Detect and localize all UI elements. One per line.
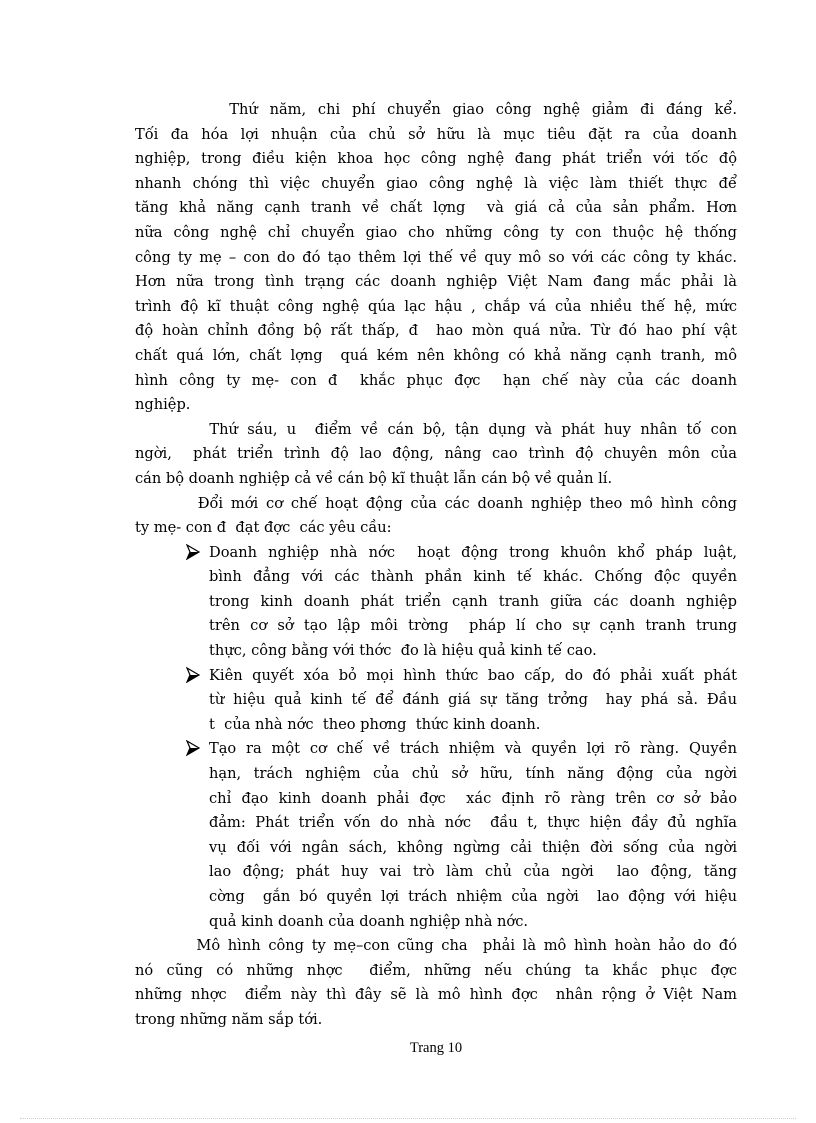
text-line: [135, 590, 737, 615]
line-text: nhanh chóng thì việc chuyển giao công nghệ là việc làm thiết thực để: [135, 174, 737, 192]
text-line: [135, 344, 737, 369]
line-text: Thứ sáu, u điểm về cán bộ, tận dụng và phát huy nhân tố con: [135, 420, 737, 438]
text-line: [135, 369, 737, 394]
text-line: [135, 762, 737, 787]
text-line: [135, 910, 737, 935]
line-text: công ty mẹ – con do đó tạo thêm lợi thế về quy mô so với các công ty khác.: [135, 248, 737, 266]
line-text: trong kinh doanh phát triển cạnh tranh giữa các doanh nghiệp: [209, 592, 737, 610]
line-text: lao động; phát huy vai trò làm chủ của ngời lao động, tăng: [209, 863, 737, 881]
arrow-bullet-icon: [185, 740, 201, 756]
line-text: nó cũng có những nhợc điểm, những nếu chúng ta khắc phục đợc: [135, 961, 737, 979]
line-text: chỉ đạo kinh doanh phải đợc xác định rõ ràng trên cơ sở bảo: [209, 789, 737, 807]
line-text: cán bộ doanh nghiệp cả về cán bộ kĩ thuật lẫn cán bộ về quản lí.: [135, 469, 613, 487]
text-line: [135, 467, 737, 492]
text-line: [135, 885, 737, 910]
text-line: [135, 492, 737, 517]
line-text: t của nhà nớc theo phơng thức kinh doanh.: [209, 715, 541, 733]
line-text: Đổi mới cơ chế hoạt động của các doanh nghiệp theo mô hình công: [135, 494, 737, 512]
line-text: độ hoàn chỉnh đồng bộ rất thấp, đ hao mòn quá nửa. Từ đó hao phí vật: [135, 322, 737, 340]
line-text: cờng gắn bó quyền lợi trách nhiệm của ngời lao động với hiệu: [209, 888, 737, 905]
line-text: Hơn nữa trong tình trạng các doanh nghiệp Việt Nam đang mắc phải là: [135, 273, 737, 291]
line-text: ngời, phát triển trình độ lao động, nâng cao trình độ chuyên môn của: [135, 445, 737, 463]
text-line: [135, 196, 737, 221]
line-text: những nhợc điểm này thì đây sẽ là mô hình đợc nhân rộng ở Việt Nam: [135, 986, 737, 1004]
line-text: từ hiệu quả kinh tế để đánh giá sự tăng trởng hay phá sả. Đầu: [209, 691, 737, 709]
text-line: [135, 836, 737, 861]
text-line: [135, 713, 737, 738]
page-number: Trang 10: [409, 1040, 463, 1056]
text-line: [135, 565, 737, 590]
line-text: hình công ty mẹ- con đ khắc phục đợc hạn chế này của các doanh: [135, 371, 737, 389]
line-text: Doanh nghiệp nhà nớc hoạt động trong khuôn khổ pháp luật,: [209, 543, 737, 561]
arrow-bullet-icon: [185, 544, 201, 560]
line-text: trong những năm sắp tới.: [135, 1010, 323, 1028]
line-text: tăng khả năng cạnh tranh về chất lợng và giá cả của sản phẩm. Hơn: [135, 199, 737, 217]
line-text: bình đẳng với các thành phần kinh tế khác. Chống độc quyền: [209, 568, 737, 586]
text-line: [135, 983, 737, 1008]
text-line: [135, 295, 737, 320]
text-line: [135, 418, 737, 443]
text-line: [135, 246, 737, 271]
line-text: Thứ năm, chi phí chuyển giao công nghệ giảm đi đáng kể.: [135, 101, 737, 118]
text-line: [135, 614, 737, 639]
line-text: chất quá lớn, chất lợng quá kém nên không có khả năng cạnh tranh, mô: [135, 346, 737, 364]
text-line: [135, 787, 737, 812]
text-line: [135, 98, 737, 123]
line-text: Kiên quyết xóa bỏ mọi hình thức bao cấp, do đó phải xuất phát: [209, 666, 737, 684]
line-text: ty mẹ- con đ đạt đợc các yêu cầu:: [135, 519, 392, 537]
line-text: Tối đa hóa lợi nhuận của chủ sở hữu là mục tiêu đặt ra của doanh: [135, 125, 737, 143]
text-line: [135, 221, 737, 246]
line-text: nghiệp, trong điều kiện khoa học công nghệ đang phát triển với tốc độ: [135, 150, 737, 168]
text-line: [135, 270, 737, 295]
bullet-list-item-line: [135, 541, 737, 566]
text-line: [135, 123, 737, 148]
line-text: đảm: Phát triển vốn do nhà nớc đầu t, thực hiện đầy đủ nghĩa: [209, 814, 737, 832]
text-line: [135, 442, 737, 467]
text-line: [135, 959, 737, 984]
text-line: [135, 393, 737, 418]
text-line: [135, 860, 737, 885]
line-text: Mô hình công ty mẹ–con cũng cha phải là mô hình hoàn hảo do đó: [135, 937, 737, 955]
line-text: nghiệp.: [135, 396, 191, 414]
text-line: [135, 516, 737, 541]
line-text: Tạo ra một cơ chế về trách nhiệm và quyền lợi rõ ràng. Quyền: [209, 740, 737, 758]
text-line: [135, 934, 737, 959]
bullet-list-item-line: [135, 664, 737, 689]
page-bottom-divider: [20, 1118, 796, 1119]
line-text: thực, công bằng với thớc đo là hiệu quả kinh tế cao.: [209, 642, 597, 660]
text-line: [135, 147, 737, 172]
arrow-bullet-icon: [185, 667, 201, 683]
line-text: nữa công nghệ chỉ chuyển giao cho những công ty con thuộc hệ thống: [135, 223, 737, 241]
text-line: [135, 811, 737, 836]
text-line: [135, 1008, 737, 1033]
body-text: [135, 98, 737, 1033]
text-line: [135, 319, 737, 344]
text-line: [135, 639, 737, 664]
line-text: quả kinh doanh của doanh nghiệp nhà nớc.: [209, 912, 529, 930]
line-text: trên cơ sở tạo lập môi trờng pháp lí cho sự cạnh tranh trung: [209, 617, 737, 635]
text-line: [135, 172, 737, 197]
line-text: trình độ kĩ thuật công nghệ qúa lạc hậu , chắp vá của nhiều thế hệ, mức: [135, 297, 737, 315]
text-line: [135, 688, 737, 713]
line-text: vụ đối với ngân sách, không ngừng cải thiện đời sống của ngời: [209, 838, 737, 856]
line-text: hạn, trách nghiệm của chủ sở hữu, tính năng động của ngời: [209, 765, 737, 783]
bullet-list-item-line: [135, 737, 737, 762]
